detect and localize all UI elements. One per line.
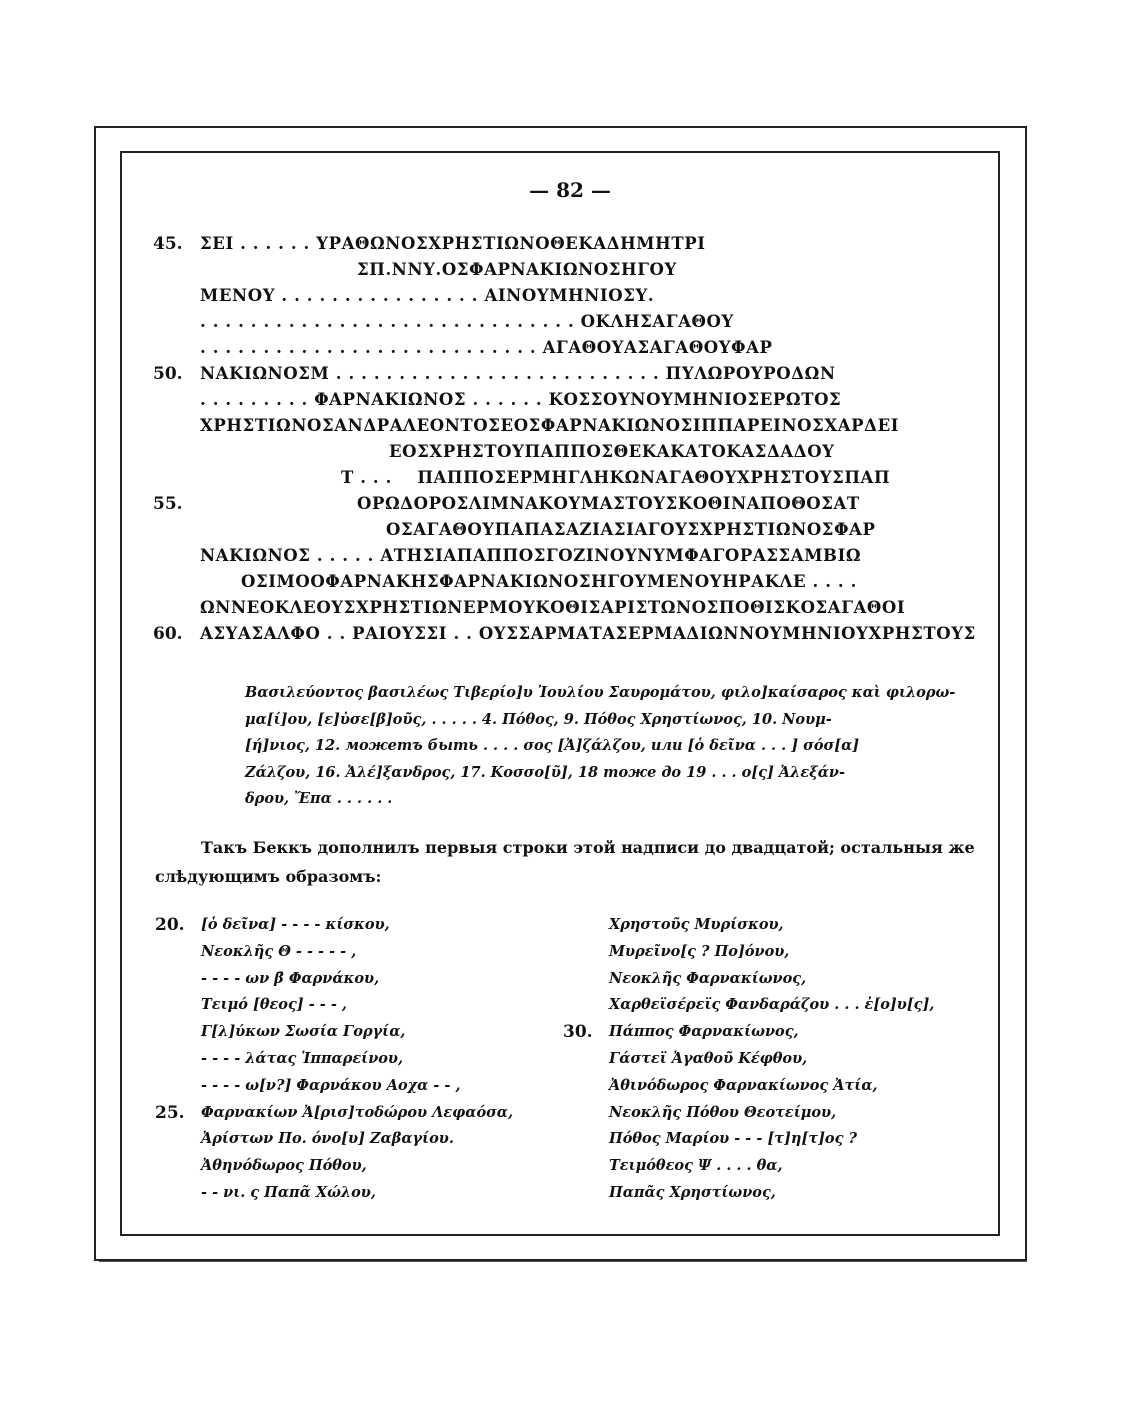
inscription-line: . . . . . . . . . . . . . . . . . . . . . . . . . . . ΑΓΑΘΟΥΑΣΑΓΑΘΟΥΦΑΡ: [200, 338, 773, 357]
name-text: Φαρνακίων Ἀ[ρισ]τοδώρου Λεφαόσα,: [201, 1103, 514, 1121]
list-item: [155, 1046, 555, 1073]
list-item: [563, 992, 983, 1019]
name-text: - - - - ω[ν?] Φαρνάκου Αοχα - - ,: [201, 1076, 461, 1094]
name-text: Τειμόθεος Ψ . . . . θα,: [609, 1157, 783, 1175]
inscription-line: ΝΑΚΙΩΝΟΣΜ . . . . . . . . . . . . . . . . . . . . . . . . . . ΠΥΛΩΡΟΥΡΟΔΩΝ: [200, 364, 836, 383]
name-text: [ὁ δεῖνα] - - - - κίσκου,: [201, 916, 390, 933]
name-text: Γ[λ]ύκων Σωσία Γοργία,: [201, 1023, 406, 1041]
name-text: - - νι. ς Παπᾶ Χώλου,: [201, 1183, 376, 1201]
name-list-left: [155, 912, 555, 1207]
list-item: [563, 1100, 983, 1127]
transliteration-line: Ζάλζου, 16. Ἀλέ]ξανδρος, 17. Κοσσο[ῦ], 18 тоже до 19 . . . ο[ς] Ἀλεξάν-: [245, 763, 845, 781]
inscription-line: ΕΟΣΧΡΗΣΤΟΥΠΑΠΠΟΣΘΕΚΑΚΑΤΟΚΑΣΔΑΔΟΥ: [389, 442, 835, 461]
list-item: [563, 966, 983, 993]
inscription-line: . . . . . . . . . . . . . . . . . . . . . . . . . . . . . . ΟΚΛΗΣΑΓΑΘΟΥ: [200, 312, 734, 331]
inscription-line: ΟΣΑΓΑΘΟΥΠΑΠΑΣΑΖΙΑΣΙΑΓΟΥΣΧΡΗΣΤΙΩΝΟΣΦΑΡ: [386, 520, 876, 539]
list-item: [155, 1153, 555, 1180]
name-text: Γάστεϊ Ἀγαθοῦ Κέφθου,: [609, 1049, 808, 1067]
list-item: [563, 1153, 983, 1180]
name-text: Ἀρίστων Πο. όνο[υ] Ζαβαγίου.: [201, 1130, 454, 1148]
list-item: [155, 912, 555, 939]
name-text: Πόθος Μαρίου - - - [τ]η[τ]ος ?: [609, 1130, 857, 1148]
list-item: [155, 966, 555, 993]
list-item: [563, 939, 983, 966]
name-text: Παπᾶς Χρηστίωνος,: [609, 1183, 776, 1201]
line-number: 20.: [155, 915, 185, 935]
list-item: [155, 939, 555, 966]
name-text: - - - - ων β̄ Φαρνάκου,: [201, 969, 380, 987]
line-number: 45.: [153, 234, 183, 254]
page-number: — 82 —: [529, 178, 611, 202]
list-item: [563, 1019, 983, 1046]
inscription-line: Τ . . . ΠΑΠΠΟΣΕΡΜΗΓΛΗΚΩΝΑΓΑΘΟΥΧΡΗΣΤΟΥΣΠΑΠ: [341, 468, 891, 487]
name-text: Μυρεῖνο[ς ? Πο]όνου,: [609, 942, 790, 960]
prose-text: Такъ Беккъ дополнилъ первыя строки этой надписи до двадцатой; остальныя же слѣдующимъ образомъ:: [155, 838, 975, 886]
transliteration-line: μα[ί]ου, [ε]ὐσε[β]οῦς, . . . . . 4. Πόθος, 9. Πόθος Χρηστίωνος, 10. Νουμ-: [245, 710, 832, 728]
inscription-line: ΣΕΙ . . . . . . ΥΡΑΘΩΝΟΣΧΡΗΣΤΙΩΝΟΘΕΚΑΔΗΜΗΤΡΙ: [200, 234, 706, 253]
inscription-line: ΧΡΗΣΤΙΩΝΟΣΑΝΔΡΑΛΕΟΝΤΟΣΕΟΣΦΑΡΝΑΚΙΩΝΟΣΙΠΠΑΡΕΙΝΟΣΧΑΡΔΕΙ: [200, 416, 900, 435]
list-item: [155, 1100, 555, 1127]
line-number: 50.: [153, 364, 183, 384]
name-text: Νεοκλῆς Πόθου Θεοτείμου,: [609, 1103, 837, 1121]
inscription-line: ΣΠ.ΝΝΥ.ΟΣΦΑΡΝΑΚΙΩΝΟΣΗΓΟΥ: [357, 260, 677, 279]
name-text: Πάππος Φαρνακίωνος,: [609, 1023, 799, 1041]
list-item: [155, 1180, 555, 1207]
inscription-line: ΟΣΙΜΟΟΦΑΡΝΑΚΗΣΦΑΡΝΑΚΙΩΝΟΣΗΓΟΥΜΕΝΟΥΗΡΑΚΛΕ . . . .: [241, 572, 857, 591]
inscription-line: ΝΑΚΙΩΝΟΣ . . . . . ΑΤΗΣΙΑΠΑΠΠΟΣΓΟΖΙΝΟΥΝΥΜΦΑΓΟΡΑΣΣΑΜΒΙΩ: [200, 546, 862, 565]
bottom-rule: [99, 1261, 1027, 1262]
list-item: [155, 1073, 555, 1100]
inscription-line: . . . . . . . . . ΦΑΡΝΑΚΙΩΝΟΣ . . . . . . ΚΟΣΣΟΥΝΟΥΜΗΝΙΟΣΕΡΩΤΟΣ: [200, 390, 842, 409]
inscription-line: ΜΕΝΟΥ . . . . . . . . . . . . . . . . ΑΙΝΟΥΜΗΝΙΟΣΥ.: [200, 286, 655, 305]
list-item: [563, 1046, 983, 1073]
name-text: Χρηστοῦς Μυρίσκου,: [609, 916, 784, 933]
name-text: - - - - λάτας Ἱππαρείνου,: [201, 1049, 404, 1067]
list-item: [563, 912, 983, 939]
inscription-line: ΑΣΥΑΣΑΛΦΟ . . ΡΑΙΟΥΣΣΙ . . ΟΥΣΣΑΡΜΑΤΑΣΕΡΜΑΔΙΩΝΝΟΥΜΗΝΙΟΥΧΡΗΣΤΟΥΣ: [200, 624, 976, 643]
transliteration-line: δρου, Ἔπα . . . . . .: [245, 790, 393, 807]
name-text: Χαρθεϊσέρεϊς Φανδαράζου . . . ἐ[ο]υ[ς],: [609, 996, 935, 1014]
transliteration-line: [ή]νιος, 12. можетъ быть . . . . σος [Ἀ]ζάλζου, или [ὁ δεῖνα . . . ] σόσ[α]: [245, 737, 860, 754]
name-list-right: [563, 912, 983, 1207]
line-number: 60.: [153, 624, 183, 644]
list-item: [155, 992, 555, 1019]
transliteration-line: Βασιλεύοντος βασιλέως Τιβερίο]υ Ἰουλίου Σαυρομάτου, φιλο]καίσαρος καὶ φιλορω-: [245, 684, 956, 701]
inscription-line: ΩΝΝΕΟΚΛΕΟΥΣΧΡΗΣΤΙΩΝΕΡΜΟΥΚΟΘΙΣΑΡΙΣΤΩΝΟΣΠΟΘΙΣΚΟΣΑΓΑΘΟΙ: [200, 598, 906, 617]
line-number: 55.: [153, 494, 183, 514]
name-text: Ἀθηνόδωρος Πόθου,: [201, 1157, 367, 1175]
transliteration-paragraph: [245, 680, 956, 813]
name-text: Νεοκλῆς Φαρνακίωνος,: [609, 969, 807, 987]
line-number: 30.: [563, 1022, 593, 1043]
name-text: Νεοκλῆς Θ - - - - - ,: [201, 942, 357, 960]
list-item: [155, 1126, 555, 1153]
inscription-line: ΟΡΩΔΟΡΟΣΛΙΜΝΑΚΟΥΜΑΣΤΟΥΣΚΟΘΙΝΑΠΟΘΟΣΑΤ: [357, 494, 860, 513]
prose-paragraph: [155, 833, 975, 891]
line-number: 25.: [155, 1102, 185, 1123]
list-item: [563, 1126, 983, 1153]
list-item: [563, 1073, 983, 1100]
name-text: Ἀθινόδωρος Φαρνακίωνος Ἀτία,: [609, 1076, 878, 1094]
list-item: [563, 1180, 983, 1207]
name-text: Τειμό [θεος] - - - ,: [201, 996, 347, 1014]
list-item: [155, 1019, 555, 1046]
